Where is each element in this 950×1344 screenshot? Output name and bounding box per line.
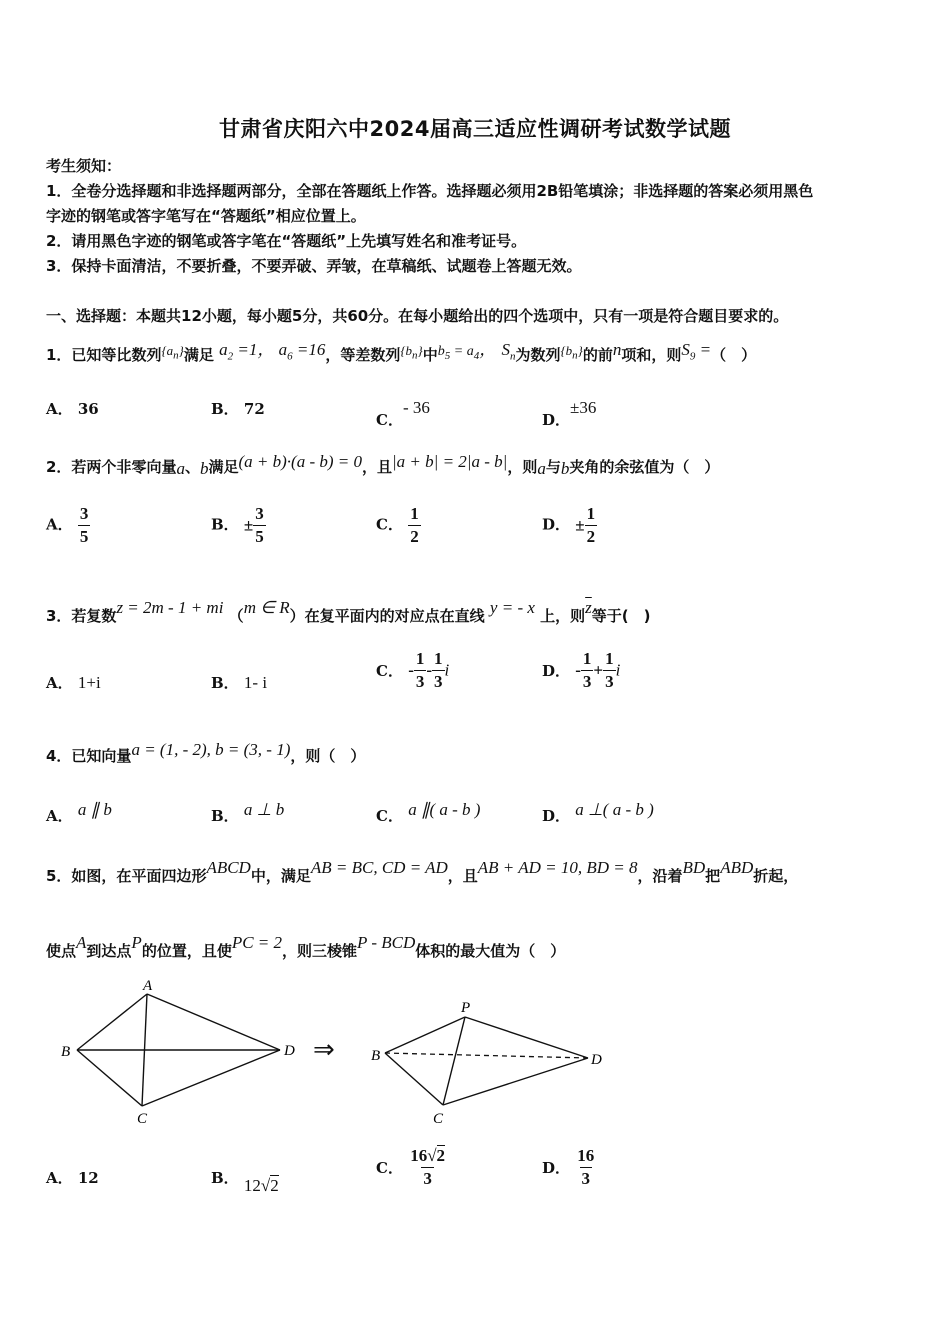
label-c: C xyxy=(137,1111,148,1127)
q3-option-a[interactable]: A． 1+i xyxy=(46,673,101,692)
notice-heading: 考生须知： xyxy=(46,157,122,175)
edge-da xyxy=(147,994,280,1050)
q5-option-c[interactable]: C． $\frac{16√2}{3}$ xyxy=(376,1146,446,1188)
q2-option-c[interactable]: C． $\frac{1}{2}$ xyxy=(376,504,419,546)
q1-option-b[interactable]: B． 72 xyxy=(211,400,265,418)
q2-option-d[interactable]: D． ± $\frac{1}{2}$ xyxy=(542,504,596,546)
q4-option-b[interactable]: B． a ⊥ b xyxy=(211,800,285,825)
q5-option-b[interactable]: B． 12√2 xyxy=(211,1169,279,1195)
q2-option-b[interactable]: B． ± $\frac{3}{5}$ xyxy=(211,504,264,546)
q4-option-a[interactable]: A． a ∥ b xyxy=(46,800,112,825)
notice-item-1-cont: 字迹的钢笔或答字笔写在“答题纸”相应位置上。 xyxy=(46,207,366,225)
edge-pb xyxy=(385,1017,465,1053)
notice-item-1: 1．全卷分选择题和非选择题两部分，全部在答题纸上作答。选择题必须用2B铅笔填涂；非选择题的答案必须用黑色 xyxy=(46,182,814,200)
edge-bc xyxy=(385,1053,443,1105)
q4-option-d[interactable]: D． a ⊥( a - b ) xyxy=(542,800,654,825)
q1-option-a[interactable]: A． 36 xyxy=(46,400,99,418)
edge-pd xyxy=(465,1017,588,1058)
section-heading: 一、选择题：本题共12小题，每小题5分，共60分。在每小题给出的四个选项中，只有一项是符合题目要求的。 xyxy=(46,307,789,325)
label-p: P xyxy=(461,1000,471,1016)
q4-option-c[interactable]: C． a ∥( a - b ) xyxy=(376,800,481,825)
edge-cd xyxy=(142,1050,280,1106)
edge-cd xyxy=(443,1058,588,1105)
notice-item-2: 2．请用黑色字迹的钢笔或答字笔在“答题纸”上先填写姓名和准考证号。 xyxy=(46,232,527,250)
edge-pc xyxy=(443,1017,465,1105)
label-d: D xyxy=(284,1043,295,1059)
q3-option-c[interactable]: C． - $\frac{1}{3}$ - $\frac{1}{3}$ i xyxy=(376,649,450,691)
figure-tetrahedron xyxy=(368,995,618,1130)
q3-option-b[interactable]: B． 1- i xyxy=(211,673,268,692)
question-3: 3．若复数z = 2m - 1 + mi （m ∈ R）在复平面内的对应点在直线 y = - x 上，则$\overline{z}$等于( ) xyxy=(46,598,651,625)
notice-item-3: 3．保持卡面清洁，不要折叠，不要弄破、弄皱，在草稿纸、试题卷上答题无效。 xyxy=(46,257,582,275)
label-a: A xyxy=(143,978,153,994)
q5-option-a[interactable]: A． 12 xyxy=(46,1169,99,1187)
page-title: 甘肃省庆阳六中2024届高三适应性调研考试数学试题 xyxy=(219,117,731,141)
fold-arrow-icon: ⇒ xyxy=(313,1035,335,1065)
q1-option-d[interactable]: D．±36 xyxy=(542,398,597,429)
edge-bd-hidden xyxy=(385,1053,588,1058)
edge-bc xyxy=(77,1050,142,1106)
figure-quadrilateral xyxy=(55,978,305,1128)
question-5-line-1: 5．如图，在平面四边形ABCD中，满足AB = BC, CD = AD，且AB + AD = 10, BD = 8，沿着BD把ABD折起， xyxy=(46,858,799,885)
label-c: C xyxy=(433,1111,444,1127)
question-1: 1．已知等比数列$\{a_n\}$满足 $a_2 =1$， $a_6 =16$，等差数列$\{b_n\}$中$b_5 = a_4$， $S_n$为数列$\{b_n\}$的前n项和，则$S_9$ =（ ） xyxy=(46,340,757,364)
label-d: D xyxy=(591,1052,602,1068)
q3-option-d[interactable]: D． - $\frac{1}{3}$ + $\frac{1}{3}$ i xyxy=(542,649,621,691)
question-5-line-2: 使点A到达点P的位置，且使PC = 2，则三棱锥P - BCD体积的最大值为（ ） xyxy=(46,933,566,960)
q1-option-c[interactable]: C．- 36 xyxy=(376,398,430,429)
q5-option-d[interactable]: D． $\frac{16}{3}$ xyxy=(542,1146,595,1188)
label-b: B xyxy=(61,1044,71,1060)
edge-ab xyxy=(77,994,147,1050)
question-2: 2．若两个非零向量a、b满足(a + b)·(a - b) = 0，且|a + b| = 2|a - b|，则a与b夹角的余弦值为（ ） xyxy=(46,452,720,478)
q2-option-a[interactable]: A． $\frac{3}{5}$ xyxy=(46,504,89,546)
question-4: 4．已知向量a = (1, - 2), b = (3, - 1)，则（ ） xyxy=(46,740,366,765)
label-b: B xyxy=(371,1048,381,1064)
